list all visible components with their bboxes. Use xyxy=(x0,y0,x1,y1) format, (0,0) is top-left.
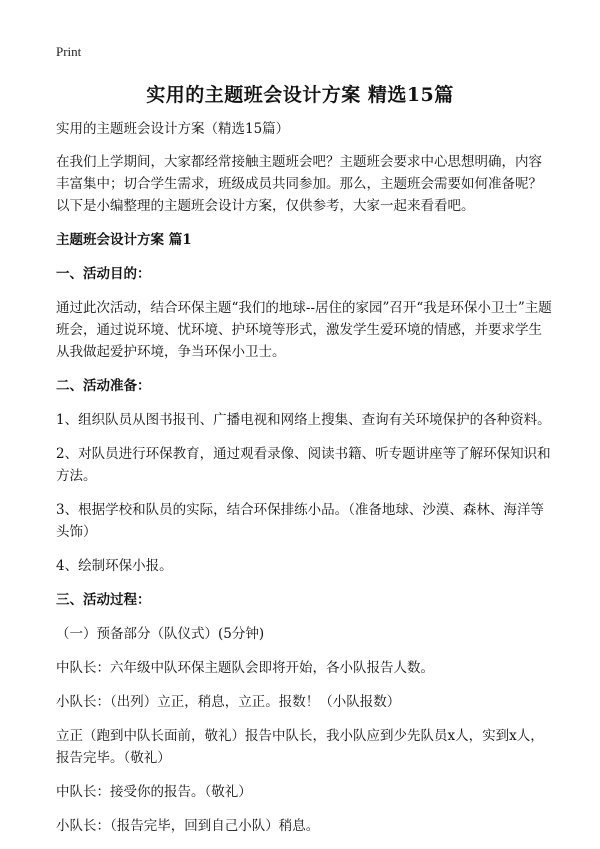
prep-item-2: 2、对队员进行环保教育，通过观看录像、阅读书籍、听专题讲座等了解环保知识和方法。 xyxy=(56,446,551,484)
prep-item-3: 3、根据学校和队员的实际，结合环保排练小品。（准备地球、沙漠、森林、海洋等头饰） xyxy=(56,502,544,540)
print-link[interactable]: Print xyxy=(56,44,82,59)
dialogue-line-5: 小队长：（报告完毕，回到自己小队）稍息。 xyxy=(56,818,320,834)
document-subtitle: 实用的主题班会设计方案（精选15篇） xyxy=(56,121,290,137)
process-step-1: （一）预备部分（队仪式）(5分钟) xyxy=(56,626,265,642)
dialogue-line-3: 立正（跑到中队长面前，敬礼）报告中队长，我小队应到少先队员x人，实到x人，报告完毕。（敬礼） xyxy=(56,728,544,766)
heading-preparation: 二、活动准备： xyxy=(56,378,151,394)
intro-paragraph: 在我们上学期间，大家都经常接触主题班会吧？主题班会要求中心思想明确，内容丰富集中；切合学生需求，班级成员共同参加。那么，主题班会需要如何准备呢？以下是小编整理的主题班会设计方案，仅供参考，大家一起来看看吧。 xyxy=(56,154,542,214)
dialogue-line-1: 中队长：六年级中队环保主题队会即将开始，各小队报告人数。 xyxy=(56,660,434,676)
purpose-paragraph: 通过此次活动，结合环保主题“我们的地球--居住的家园”召开“我是环保小卫士”主题班会，通过说环境、忧环境、护环境等形式，激发学生爱环境的情感，并要求学生从我做起爱护环境，争当环保小卫士。 xyxy=(56,300,552,360)
section-title: 主题班会设计方案 篇1 xyxy=(56,232,192,248)
heading-process: 三、活动过程： xyxy=(56,592,151,608)
prep-item-4: 4、绘制环保小报。 xyxy=(56,558,173,574)
dialogue-line-2: 小队长：（出列）立正，稍息，立正。报数！（小队报数） xyxy=(56,694,401,710)
document-body xyxy=(56,118,554,849)
prep-item-1: 1、组织队员从图书报刊、广播电视和网络上搜集、查询有关环境保护的各种资料。 xyxy=(56,412,551,428)
document-title: 实用的主题班会设计方案 精选15篇 xyxy=(146,84,454,106)
heading-purpose: 一、活动目的： xyxy=(56,266,151,282)
dialogue-line-4: 中队长：接受你的报告。（敬礼） xyxy=(56,784,252,800)
